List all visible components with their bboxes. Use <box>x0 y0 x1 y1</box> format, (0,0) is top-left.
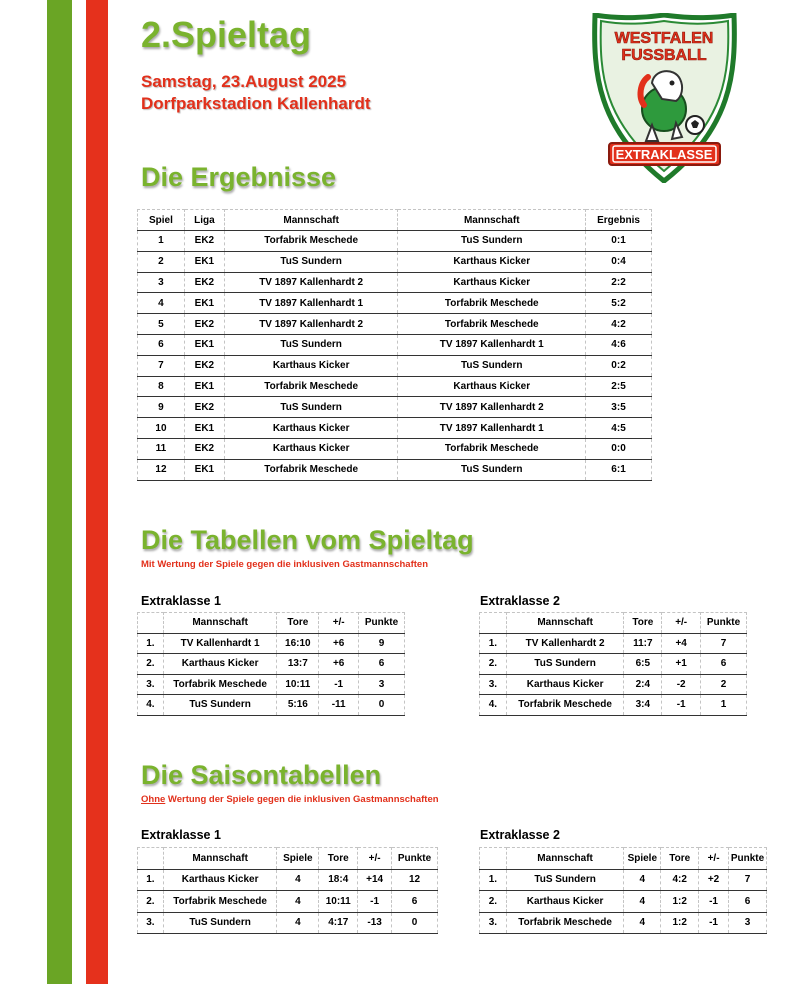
table-cell: +1 <box>662 654 701 675</box>
table-cell: -1 <box>699 891 729 913</box>
column-header: Mannschaft <box>163 848 277 870</box>
table-cell: 2 <box>138 251 185 272</box>
table-row <box>138 869 438 891</box>
table-cell: 6 <box>728 891 766 913</box>
column-header: Liga <box>184 210 224 231</box>
table-row <box>138 438 652 459</box>
table-row <box>138 654 405 675</box>
column-header: Tore <box>661 848 699 870</box>
season-ek2-label: Extraklasse 2 <box>480 828 560 842</box>
table-header-row <box>480 848 767 870</box>
table-cell: 1 <box>701 695 747 716</box>
table-cell: 0 <box>359 695 405 716</box>
table-cell: 6 <box>392 891 438 913</box>
table-cell: Karthaus Kicker <box>506 891 623 913</box>
green-stripe <box>47 0 72 984</box>
table-cell: TuS Sundern <box>224 397 398 418</box>
table-cell: TuS Sundern <box>506 654 624 675</box>
table-cell: 4:6 <box>586 334 652 355</box>
table-cell: 4:5 <box>586 418 652 439</box>
results-heading: Die Ergebnisse <box>141 162 337 192</box>
table-cell: 10:11 <box>277 674 319 695</box>
table-cell: TV 1897 Kallenhardt 2 <box>398 397 586 418</box>
table-cell: EK2 <box>184 438 224 459</box>
table-cell: 4 <box>138 293 185 314</box>
season-table-ek1 <box>137 847 438 934</box>
table-cell: 11:7 <box>624 633 662 654</box>
table-cell: 2. <box>480 654 507 675</box>
table-cell: 3. <box>480 674 507 695</box>
table-cell: +6 <box>319 633 359 654</box>
table-cell: Karthaus Kicker <box>398 272 586 293</box>
table-cell: 7 <box>138 355 185 376</box>
column-header: Punkte <box>728 848 766 870</box>
table-cell: 9 <box>359 633 405 654</box>
table-cell: TuS Sundern <box>398 231 586 252</box>
table-cell: 4. <box>480 695 507 716</box>
column-header: Ergebnis <box>586 210 652 231</box>
table-row <box>138 251 652 272</box>
column-header: Mannschaft <box>506 848 623 870</box>
table-cell: 7 <box>701 633 747 654</box>
season-tables-heading: Die Saisontabellen <box>141 760 382 790</box>
table-cell: Karthaus Kicker <box>506 674 624 695</box>
red-stripe <box>86 0 108 984</box>
table-cell: Torfabrik Meschede <box>224 459 398 480</box>
table-cell: 0:0 <box>586 438 652 459</box>
matchday-tables-heading: Die Tabellen vom Spieltag <box>141 525 474 555</box>
table-cell: -1 <box>699 912 729 934</box>
season-table-ek2 <box>479 847 767 934</box>
table-cell: 1. <box>480 633 507 654</box>
table-cell: 4 <box>277 869 319 891</box>
table-row <box>480 633 747 654</box>
svg-text:FUSSBALL: FUSSBALL <box>621 47 707 64</box>
column-header: +/- <box>319 613 359 634</box>
table-cell: 1. <box>138 869 164 891</box>
matchday-tables-note: Mit Wertung der Spiele gegen die inklusiven Gastmannschaften <box>141 559 428 570</box>
table-cell: Torfabrik Meschede <box>224 376 398 397</box>
table-cell: TV 1897 Kallenhardt 1 <box>398 334 586 355</box>
column-header: Punkte <box>359 613 405 634</box>
table-cell: EK1 <box>184 293 224 314</box>
table-row <box>138 459 652 480</box>
table-cell: 4 <box>624 869 661 891</box>
table-row <box>138 231 652 252</box>
table-cell: 0:4 <box>586 251 652 272</box>
table-cell: TuS Sundern <box>163 695 277 716</box>
table-header-row <box>480 613 747 634</box>
table-row <box>138 674 405 695</box>
table-cell: Karthaus Kicker <box>163 654 277 675</box>
table-row <box>138 695 405 716</box>
table-cell: 0 <box>392 912 438 934</box>
table-cell: Torfabrik Meschede <box>163 891 277 913</box>
table-cell: 3 <box>359 674 405 695</box>
table-row <box>480 695 747 716</box>
table-cell: TV Kallenhardt 1 <box>163 633 277 654</box>
table-cell: TuS Sundern <box>224 334 398 355</box>
column-header: Spiele <box>624 848 661 870</box>
table-cell: 4. <box>138 695 164 716</box>
table-cell: 2. <box>138 891 164 913</box>
column-header: Punkte <box>392 848 438 870</box>
table-cell: TuS Sundern <box>163 912 277 934</box>
table-cell: EK1 <box>184 251 224 272</box>
table-cell: TuS Sundern <box>224 251 398 272</box>
table-cell: +6 <box>319 654 359 675</box>
table-row <box>138 891 438 913</box>
table-cell: 3. <box>138 912 164 934</box>
table-cell: TuS Sundern <box>506 869 623 891</box>
column-header: +/- <box>699 848 729 870</box>
table-cell: 3:4 <box>624 695 662 716</box>
table-row <box>480 891 767 913</box>
table-cell: 1:2 <box>661 891 699 913</box>
table-cell: 11 <box>138 438 185 459</box>
table-row <box>138 334 652 355</box>
column-header: Tore <box>277 613 319 634</box>
table-cell: 3:5 <box>586 397 652 418</box>
table-cell: 0:2 <box>586 355 652 376</box>
matchday-table-ek1 <box>137 612 405 716</box>
table-cell: -11 <box>319 695 359 716</box>
table-header-row <box>138 848 438 870</box>
table-row <box>138 397 652 418</box>
table-cell: +4 <box>662 633 701 654</box>
table-cell: Karthaus Kicker <box>224 438 398 459</box>
table-cell: Torfabrik Meschede <box>163 674 277 695</box>
table-cell: Karthaus Kicker <box>224 418 398 439</box>
match-venue: Dorfparkstadion Kallenhardt <box>141 94 371 113</box>
table-cell: 9 <box>138 397 185 418</box>
table-cell: 4 <box>624 891 661 913</box>
table-cell: TV Kallenhardt 2 <box>506 633 624 654</box>
column-header: Punkte <box>701 613 747 634</box>
table-cell: 7 <box>728 869 766 891</box>
table-cell: EK1 <box>184 376 224 397</box>
table-cell: 6 <box>138 334 185 355</box>
column-header: +/- <box>662 613 701 634</box>
table-cell: 6 <box>359 654 405 675</box>
table-cell: Torfabrik Meschede <box>398 293 586 314</box>
column-header <box>138 848 164 870</box>
table-cell: 4:2 <box>586 314 652 335</box>
table-cell: Karthaus Kicker <box>398 376 586 397</box>
table-cell: EK1 <box>184 334 224 355</box>
table-cell: 10 <box>138 418 185 439</box>
column-header: Mannschaft <box>398 210 586 231</box>
table-cell: 4 <box>277 912 319 934</box>
table-cell: 12 <box>138 459 185 480</box>
table-cell: EK2 <box>184 397 224 418</box>
match-date: Samstag, 23.August 2025 <box>141 72 347 91</box>
column-header: Mannschaft <box>163 613 277 634</box>
table-cell: TV 1897 Kallenhardt 2 <box>224 272 398 293</box>
table-cell: Karthaus Kicker <box>398 251 586 272</box>
table-row <box>138 376 652 397</box>
results-table <box>137 209 652 481</box>
table-cell: 1. <box>480 869 507 891</box>
table-cell: EK1 <box>184 418 224 439</box>
column-header <box>480 848 507 870</box>
svg-text:EXTRAKLASSE: EXTRAKLASSE <box>615 147 713 162</box>
table-row <box>138 293 652 314</box>
table-cell: -1 <box>662 695 701 716</box>
column-header: Spiel <box>138 210 185 231</box>
table-cell: Karthaus Kicker <box>163 869 277 891</box>
table-cell: 3 <box>138 272 185 293</box>
season-tables-note: Ohne Wertung der Spiele gegen die inklusiven Gastmannschaften <box>141 794 439 805</box>
table-cell: 2:2 <box>586 272 652 293</box>
table-cell: EK2 <box>184 272 224 293</box>
matchday-table-ek2 <box>479 612 747 716</box>
table-header-row <box>138 613 405 634</box>
table-cell: 6 <box>701 654 747 675</box>
table-cell: 8 <box>138 376 185 397</box>
column-header: Mannschaft <box>224 210 398 231</box>
table-cell: 13:7 <box>277 654 319 675</box>
table-cell: 2 <box>701 674 747 695</box>
table-cell: 3 <box>728 912 766 934</box>
column-header <box>480 613 507 634</box>
table-cell: 6:1 <box>586 459 652 480</box>
table-cell: Torfabrik Meschede <box>398 438 586 459</box>
table-cell: -2 <box>662 674 701 695</box>
table-cell: 2:5 <box>586 376 652 397</box>
table-cell: 5 <box>138 314 185 335</box>
table-row <box>480 912 767 934</box>
table-cell: +14 <box>358 869 392 891</box>
table-row <box>138 633 405 654</box>
table-cell: 2. <box>138 654 164 675</box>
table-header-row <box>138 210 652 231</box>
column-header: Spiele <box>277 848 319 870</box>
table-cell: 3. <box>480 912 507 934</box>
table-row <box>480 654 747 675</box>
table-row <box>138 314 652 335</box>
table-cell: 18:4 <box>319 869 358 891</box>
table-cell: 3. <box>138 674 164 695</box>
svg-text:WESTFALEN: WESTFALEN <box>614 30 714 47</box>
table-cell: EK2 <box>184 231 224 252</box>
table-cell: 1. <box>138 633 164 654</box>
table-row <box>138 272 652 293</box>
table-cell: TV 1897 Kallenhardt 2 <box>224 314 398 335</box>
table-cell: 10:11 <box>319 891 358 913</box>
table-row <box>138 912 438 934</box>
table-cell: -1 <box>358 891 392 913</box>
table-cell: 4:17 <box>319 912 358 934</box>
table-cell: Torfabrik Meschede <box>398 314 586 335</box>
table-cell: 16:10 <box>277 633 319 654</box>
column-header: Mannschaft <box>506 613 624 634</box>
table-cell: 2. <box>480 891 507 913</box>
table-cell: Karthaus Kicker <box>224 355 398 376</box>
table-cell: 5:16 <box>277 695 319 716</box>
column-header: Tore <box>624 613 662 634</box>
table-cell: 1 <box>138 231 185 252</box>
table-cell: TuS Sundern <box>398 459 586 480</box>
table-cell: +2 <box>699 869 729 891</box>
table-cell: EK1 <box>184 459 224 480</box>
season-ek1-label: Extraklasse 1 <box>141 828 221 842</box>
table-cell: 0:1 <box>586 231 652 252</box>
table-row <box>138 418 652 439</box>
table-cell: TV 1897 Kallenhardt 1 <box>398 418 586 439</box>
table-row <box>480 869 767 891</box>
table-cell: 5:2 <box>586 293 652 314</box>
table-cell: 4 <box>277 891 319 913</box>
table-cell: 2:4 <box>624 674 662 695</box>
table-cell: 12 <box>392 869 438 891</box>
table-cell: EK2 <box>184 314 224 335</box>
table-cell: -1 <box>319 674 359 695</box>
column-header <box>138 613 164 634</box>
table-cell: 4:2 <box>661 869 699 891</box>
column-header: +/- <box>358 848 392 870</box>
table-cell: Torfabrik Meschede <box>506 695 624 716</box>
table-cell: Torfabrik Meschede <box>224 231 398 252</box>
table-cell: 1:2 <box>661 912 699 934</box>
column-header: Tore <box>319 848 358 870</box>
westfalen-fussball-logo <box>592 13 737 183</box>
table-cell: TV 1897 Kallenhardt 1 <box>224 293 398 314</box>
table-cell: 6:5 <box>624 654 662 675</box>
matchday-ek2-label: Extraklasse 2 <box>480 594 560 608</box>
table-cell: -13 <box>358 912 392 934</box>
matchday-ek1-label: Extraklasse 1 <box>141 594 221 608</box>
table-cell: EK2 <box>184 355 224 376</box>
table-cell: TuS Sundern <box>398 355 586 376</box>
table-cell: Torfabrik Meschede <box>506 912 623 934</box>
table-row <box>480 674 747 695</box>
table-row <box>138 355 652 376</box>
table-cell: 4 <box>624 912 661 934</box>
page-title: 2.Spieltag <box>141 14 312 55</box>
